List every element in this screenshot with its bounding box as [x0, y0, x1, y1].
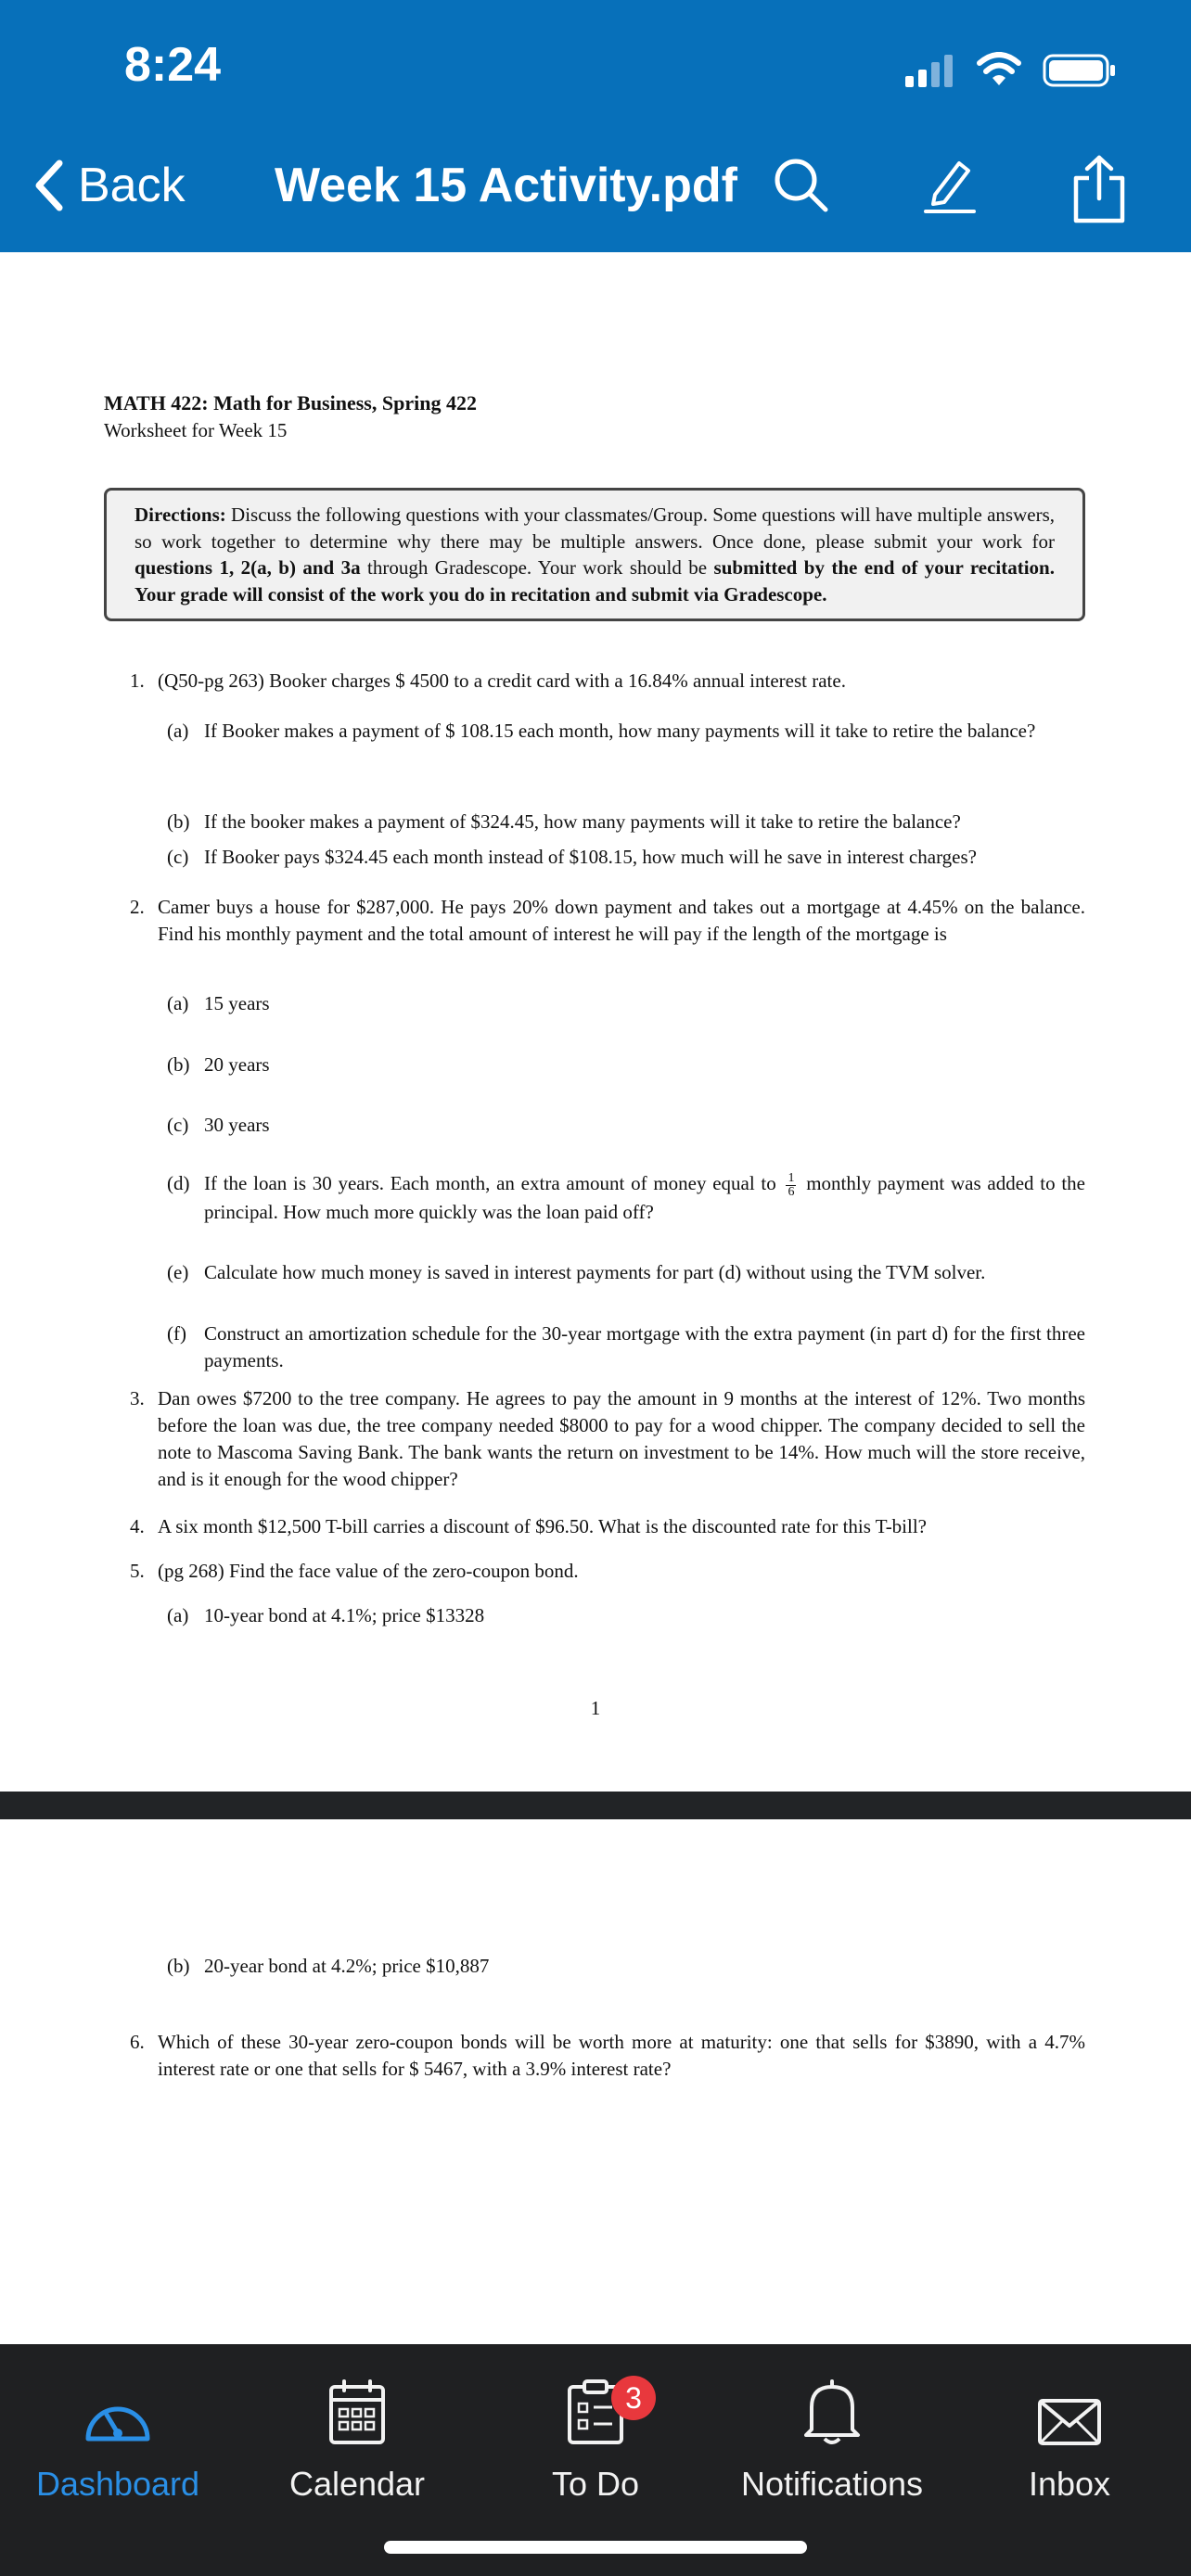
question-1a: [167, 718, 1085, 745]
pdf-page-2: [0, 1819, 1191, 2344]
question-number: 1.: [130, 670, 145, 692]
subquestion-text: 15 years: [204, 992, 270, 1014]
search-icon[interactable]: [770, 154, 831, 215]
subquestion-text: Calculate how much money is saved in interest payments for part (d) without using the TVM solver.: [204, 1261, 986, 1283]
question-2d: [167, 1170, 1085, 1226]
subquestion-label: (b): [167, 1955, 190, 1977]
battery-icon: [1043, 52, 1117, 89]
tab-label: Notifications: [740, 2465, 924, 2503]
question-5b: [167, 1953, 1085, 1980]
app-header: [0, 0, 1191, 252]
question-number: 6.: [130, 2031, 145, 2053]
subquestion-text: 30 years: [204, 1114, 270, 1136]
pdf-page-1: [0, 252, 1191, 1792]
question-5: [130, 1558, 1085, 1585]
fraction-one-sixth: [786, 1172, 796, 1199]
question-5a: [167, 1602, 1085, 1629]
subquestion-text: 20-year bond at 4.2%; price $10,887: [204, 1955, 490, 1977]
directions-box: [104, 488, 1085, 621]
worksheet-subtitle: Worksheet for Week 15: [104, 419, 288, 441]
question-2e: [167, 1259, 1085, 1286]
directions-bold-2: submitted by the end of your recitation. Your grade will consist of the work you do in recitation and submit via Gradescope.: [134, 556, 1055, 606]
course-title: MATH 422: Math for Business, Spring 422: [104, 391, 477, 414]
subquestion-label: (f): [167, 1322, 186, 1345]
dashboard-icon: [81, 2387, 155, 2446]
envelope-icon: [1037, 2398, 1102, 2446]
chevron-left-icon: [32, 158, 65, 213]
back-button[interactable]: [32, 158, 186, 213]
bell-icon: [800, 2378, 864, 2446]
subquestion-text: [204, 1170, 1085, 1226]
wifi-icon: [976, 52, 1022, 89]
subquestion-label: (a): [167, 992, 189, 1014]
tab-todo[interactable]: [498, 2363, 693, 2504]
subquestion-label: (b): [167, 1053, 190, 1076]
back-label: Back: [78, 159, 186, 212]
question-1b: [167, 809, 1085, 835]
fraction-denominator: 6: [788, 1184, 795, 1199]
subquestion-label: (a): [167, 1604, 189, 1626]
page-number: 1: [590, 1697, 601, 1719]
subquestion-text: Construct an amortization schedule for the 30-year mortgage with the extra payment (in part d) for the first three payments.: [204, 1322, 1085, 1371]
annotate-pen-icon[interactable]: [922, 154, 978, 215]
signal-icon: [903, 52, 955, 89]
question-text: Dan owes $7200 to the tree company. He agrees to pay the amount in 9 months at the interest of 12%. Two months before the loan was due, the tree company needed $8000 to pay for a wood chipper. The company decided to sell the note to Mascoma Saving Bank. The bank wants the return on investment to be 14%. How much will the store receive, and is it enough for the wood chipper?: [158, 1387, 1085, 1490]
status-icons: [903, 48, 1117, 93]
question-2c: [167, 1112, 1085, 1139]
subquestion-text: 10-year bond at 4.1%; price $13328: [204, 1604, 485, 1626]
question-text: Camer buys a house for $287,000. He pays 20% down payment and takes out a mortgage at 4.45% on the balance. Find his monthly payment and the total amount of interest he will pay if the length of the mortgage is: [158, 896, 1085, 945]
question-number: 3.: [130, 1387, 145, 1409]
directions-label: Directions:: [134, 504, 226, 526]
page-separator: [0, 1792, 1191, 1819]
subquestion-text: 20 years: [204, 1053, 270, 1076]
document-title: Week 15 Activity.pdf: [275, 159, 737, 212]
question-text: A six month $12,500 T-bill carries a discount of $96.50. What is the discounted rate for this T-bill?: [158, 1515, 928, 1537]
question-2f: [167, 1320, 1085, 1374]
subquestion-label: (c): [167, 1114, 189, 1136]
question-3: [130, 1385, 1085, 1493]
question-text: (pg 268) Find the face value of the zero-coupon bond.: [158, 1560, 579, 1582]
question-2: [130, 894, 1085, 948]
subquestion-label: (a): [167, 720, 189, 742]
fraction-numerator: 1: [788, 1170, 795, 1185]
tab-inbox[interactable]: [972, 2363, 1167, 2504]
question-text: Which of these 30-year zero-coupon bonds will be worth more at maturity: one that sells for $3890, with a 4.7% interest rate or one that sells for $ 5467, with a 3.9% interest rate?: [158, 2031, 1085, 2080]
tab-label: To Do: [551, 2465, 640, 2503]
question-number: 4.: [130, 1515, 145, 1537]
todo-count-badge: 3: [611, 2376, 656, 2420]
tab-notifications[interactable]: [735, 2363, 929, 2504]
subquestion-text: If the booker makes a payment of $324.45, how many payments will it take to retire the balance?: [204, 810, 961, 833]
tab-calendar[interactable]: [260, 2363, 455, 2504]
question-6: [130, 2029, 1085, 2083]
question-2a: [167, 990, 1085, 1017]
tab-label: Dashboard: [35, 2465, 200, 2503]
subquestion-text-before: If the loan is 30 years. Each month, an extra amount of money equal to: [204, 1172, 776, 1194]
question-text: (Q50-pg 263) Booker charges $ 4500 to a credit card with a 16.84% annual interest rate.: [158, 670, 846, 692]
home-indicator[interactable]: [384, 2541, 807, 2554]
question-2b: [167, 1052, 1085, 1078]
question-number: 5.: [130, 1560, 145, 1582]
subquestion-text-after: monthly payment was added to the principal. How much more quickly was the loan paid off?: [204, 1172, 1085, 1223]
directions-bold-1: questions 1, 2(a, b) and 3a: [134, 556, 361, 579]
status-time: 8:24: [124, 38, 222, 92]
question-1: [130, 668, 1085, 695]
question-4: [130, 1513, 1085, 1540]
subquestion-label: (c): [167, 846, 189, 868]
subquestion-label: (d): [167, 1172, 190, 1194]
subquestion-text: If Booker makes a payment of $ 108.15 each month, how many payments will it take to retire the balance?: [204, 720, 1036, 742]
pdf-viewer[interactable]: [0, 252, 1191, 2344]
tab-dashboard[interactable]: [20, 2363, 215, 2504]
nav-bar: [0, 148, 1191, 232]
subquestion-text: If Booker pays $324.45 each month instead of $108.15, how much will he save in interest charges?: [204, 846, 977, 868]
calendar-icon: [327, 2379, 387, 2446]
question-number: 2.: [130, 896, 145, 918]
subquestion-label: (e): [167, 1261, 189, 1283]
directions-text-2: through Gradescope. Your work should be: [360, 556, 714, 579]
subquestion-label: (b): [167, 810, 190, 833]
question-1c: [167, 844, 1085, 871]
tab-label: Calendar: [288, 2465, 426, 2503]
share-icon[interactable]: [1069, 154, 1130, 224]
directions-text-1: Discuss the following questions with your classmates/Group. Some questions will have multiple answers, so work together to determine why there may be multiple answers. Once done, please submit your work for: [134, 504, 1055, 553]
tab-label: Inbox: [1028, 2465, 1111, 2503]
